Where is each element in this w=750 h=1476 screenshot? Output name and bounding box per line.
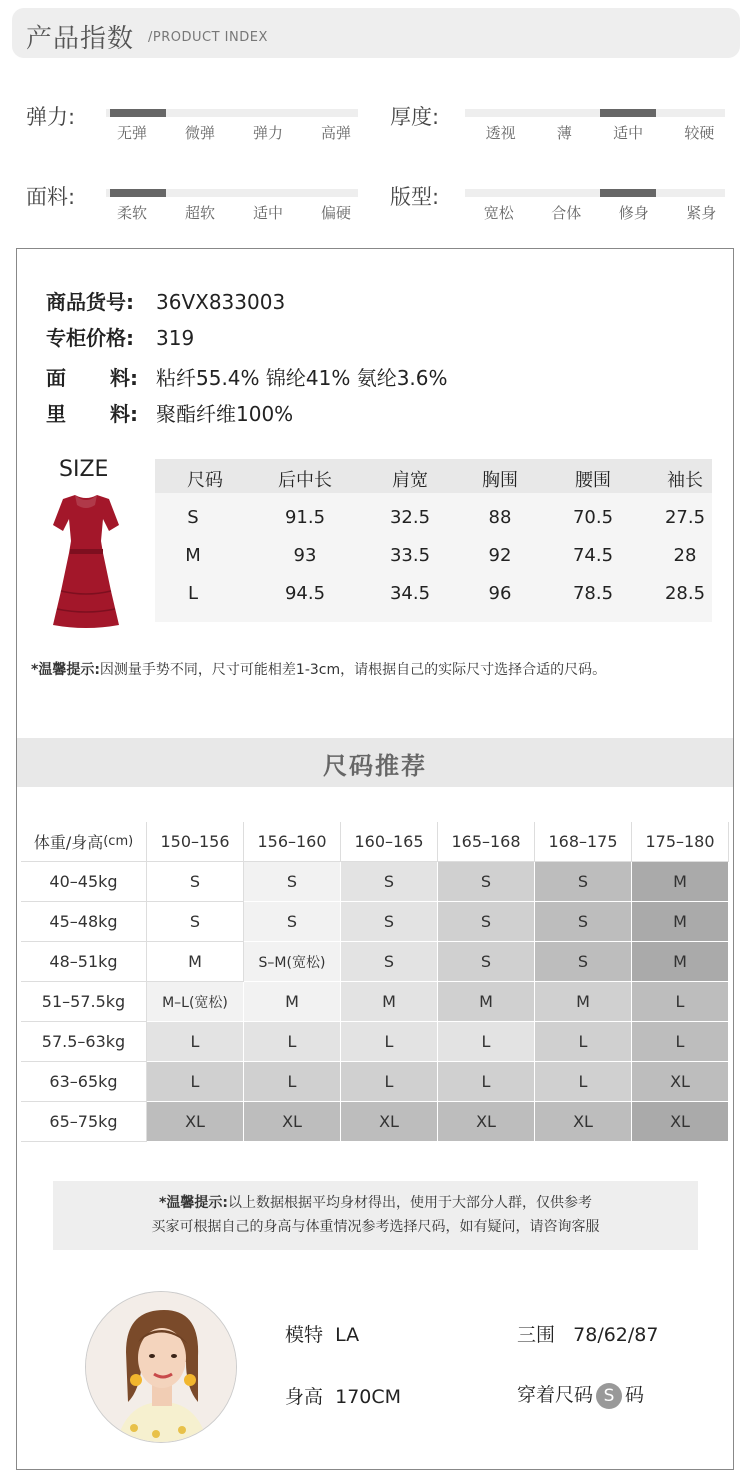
index-bar [465, 189, 725, 197]
size-label: SIZE [59, 457, 109, 482]
size-table-cell: 96 [488, 583, 512, 604]
size-table-cell: 93 [293, 545, 317, 566]
model-height [285, 1382, 401, 1409]
tip-line: 买家可根据自己的身高与体重情况参考选择尺码，如有疑问，请咨询客服 [151, 1219, 600, 1235]
section-header [12, 8, 740, 58]
info-label: 料: [110, 402, 138, 426]
size-table-cell: 88 [488, 507, 512, 528]
grid-size-cell: L [147, 1062, 244, 1102]
grid-size-cell: S [147, 902, 244, 942]
index-option: 适中 [613, 124, 644, 142]
grid-size-cell: L [632, 1022, 729, 1062]
index-marker [110, 109, 166, 117]
grid-size-cell: M [632, 942, 729, 982]
index-option: 宽松 [483, 204, 514, 222]
grid-size-cell: L [535, 1022, 632, 1062]
product-panel [16, 248, 734, 1470]
grid-weight-label: 63–65kg [21, 1062, 147, 1102]
grid-size-cell: S [341, 942, 438, 982]
index-option: 较硬 [684, 124, 715, 142]
info-label: 里 [46, 402, 66, 426]
size-table-header-cell: 后中长 [278, 470, 332, 491]
index-option: 柔软 [116, 204, 147, 222]
index-option: 透视 [485, 124, 516, 142]
model-measurements [517, 1320, 658, 1347]
grid-weight-label: 65–75kg [21, 1102, 147, 1142]
grid-height-header: 150–156 [147, 822, 244, 862]
index-option: 薄 [556, 124, 572, 142]
grid-size-cell: XL [632, 1102, 729, 1142]
grid-height-header: 156–160 [244, 822, 341, 862]
info-lining [46, 398, 293, 427]
index-marker [600, 189, 656, 197]
size-table-header-cell: 腰围 [575, 470, 611, 491]
index-label: 版型: [390, 185, 440, 209]
model-label: 穿着尺码 [517, 1384, 594, 1406]
index-elasticity [26, 101, 376, 149]
grid-size-cell: XL [438, 1102, 535, 1142]
info-label: 专柜价格: [46, 326, 134, 350]
size-table-cell: 34.5 [389, 583, 431, 604]
index-label: 面料: [26, 185, 76, 209]
grid-size-cell: S [244, 862, 341, 902]
grid-size-cell: L [438, 1022, 535, 1062]
grid-size-cell: M [147, 942, 244, 982]
recommend-tip [53, 1181, 698, 1250]
grid-size-cell: M [438, 982, 535, 1022]
size-table-cell: S [187, 507, 199, 528]
info-label: 料: [110, 366, 138, 390]
grid-size-cell: S [535, 902, 632, 942]
grid-size-cell: XL [147, 1102, 244, 1142]
size-table-cell: 78.5 [572, 583, 614, 604]
index-option: 适中 [252, 204, 283, 222]
grid-size-cell: M [535, 982, 632, 1022]
grid-corner-header [21, 822, 147, 862]
grid-weight-label: 51–57.5kg [21, 982, 147, 1022]
grid-corner-label: 体重/身高 [33, 833, 104, 852]
tip-prefix: *温馨提示: [31, 662, 100, 678]
grid-size-cell: S [244, 902, 341, 942]
grid-weight-label: 40–45kg [21, 862, 147, 902]
grid-size-cell: S [438, 902, 535, 942]
size-table-cell: M [185, 545, 201, 566]
index-option: 弹力 [252, 124, 283, 142]
grid-height-header: 165–168 [438, 822, 535, 862]
info-label: 面 [46, 366, 66, 390]
grid-size-cell: S [535, 942, 632, 982]
grid-size-cell: L [632, 982, 729, 1022]
grid-size-cell: S [341, 862, 438, 902]
size-table-cell: 92 [488, 545, 512, 566]
info-label: 商品货号: [46, 290, 134, 314]
size-table-cell: 94.5 [284, 583, 326, 604]
size-badge: S [596, 1383, 622, 1409]
index-option: 超软 [184, 204, 215, 222]
section-title: 产品指数 [26, 24, 135, 54]
grid-height-header: 160–165 [341, 822, 438, 862]
index-fabric [26, 181, 376, 229]
index-option: 紧身 [686, 204, 717, 222]
info-value: 36VX833003 [156, 290, 286, 314]
size-table-cell: 91.5 [284, 507, 326, 528]
size-table-cell: 28.5 [664, 583, 706, 604]
model-label: 码 [625, 1384, 645, 1406]
index-label: 弹力: [26, 105, 76, 129]
grid-corner-unit: (cm) [103, 834, 134, 849]
tip-line: 以上数据根据平均身材得出，使用于大部分人群，仅供参考 [227, 1195, 592, 1211]
size-table-cell: L [187, 583, 199, 604]
index-bar [106, 189, 358, 197]
index-option: 高弹 [320, 124, 351, 142]
grid-size-cell: S [535, 862, 632, 902]
model-value: LA [335, 1324, 360, 1346]
index-option: 合体 [551, 204, 582, 222]
size-table-header-cell: 尺码 [187, 470, 223, 491]
grid-size-cell: L [244, 1022, 341, 1062]
grid-height-header: 168–175 [535, 822, 632, 862]
size-table-header-cell: 袖长 [667, 470, 703, 491]
size-table-cell: 27.5 [664, 507, 706, 528]
measurement-tip [31, 659, 606, 679]
grid-size-cell: S [341, 902, 438, 942]
index-bar [106, 109, 358, 117]
grid-size-cell: L [244, 1062, 341, 1102]
model-label: 三围 [517, 1324, 556, 1346]
model-name [285, 1320, 359, 1347]
info-value: 聚酯纤维100% [156, 402, 294, 426]
grid-size-cell: XL [535, 1102, 632, 1142]
grid-weight-label: 48–51kg [21, 942, 147, 982]
size-table-cell: 32.5 [389, 507, 431, 528]
grid-size-cell: S [147, 862, 244, 902]
grid-size-cell: S [438, 862, 535, 902]
index-thickness [390, 101, 740, 149]
grid-size-cell: M [632, 862, 729, 902]
index-option: 修身 [618, 204, 649, 222]
section-subtitle: /PRODUCT INDEX [148, 30, 268, 45]
model-label: 模特 [285, 1324, 324, 1346]
model-value: 170CM [335, 1386, 402, 1408]
recommend-title: 尺码推荐 [323, 752, 427, 780]
grid-size-cell: M [341, 982, 438, 1022]
tip-prefix: *温馨提示: [159, 1195, 228, 1211]
index-fit [390, 181, 740, 229]
model-avatar [85, 1291, 237, 1443]
grid-size-cell: XL [244, 1102, 341, 1142]
index-label: 厚度: [390, 105, 440, 129]
grid-size-cell: L [341, 1022, 438, 1062]
size-table-header-cell: 胸围 [482, 470, 518, 491]
index-option: 偏硬 [320, 204, 351, 222]
grid-size-cell: S–M(宽松) [244, 942, 341, 982]
grid-size-cell: L [341, 1062, 438, 1102]
index-option: 微弹 [184, 124, 215, 142]
size-table-cell: 28 [673, 545, 697, 566]
size-table-cell: 70.5 [572, 507, 614, 528]
info-material [46, 362, 448, 391]
size-table-cell: 33.5 [389, 545, 431, 566]
recommend-banner [17, 738, 733, 787]
grid-size-cell: S [438, 942, 535, 982]
info-value: 319 [156, 326, 195, 350]
size-table-cell: 74.5 [572, 545, 614, 566]
size-table-header-cell: 肩宽 [392, 470, 428, 491]
grid-size-cell: L [438, 1062, 535, 1102]
grid-weight-label: 57.5–63kg [21, 1022, 147, 1062]
model-wear-size [517, 1380, 644, 1409]
grid-weight-label: 45–48kg [21, 902, 147, 942]
info-price [46, 322, 194, 351]
model-label: 身高 [285, 1386, 324, 1408]
grid-size-cell: XL [632, 1062, 729, 1102]
info-value: 粘纤55.4% 锦纶41% 氨纶3.6% [156, 366, 448, 390]
index-bar [465, 109, 725, 117]
grid-size-cell: XL [341, 1102, 438, 1142]
grid-size-cell: M [244, 982, 341, 1022]
grid-size-cell: M–L(宽松) [147, 982, 244, 1022]
info-sku [46, 286, 285, 315]
grid-size-cell: M [632, 902, 729, 942]
model-value: 78/62/87 [573, 1324, 659, 1346]
tip-text: 因测量手势不同，尺寸可能相差1-3cm，请根据自己的实际尺寸选择合适的尺码。 [99, 662, 607, 678]
grid-size-cell: L [535, 1062, 632, 1102]
grid-height-header: 175–180 [632, 822, 729, 862]
grid-size-cell: L [147, 1022, 244, 1062]
index-marker [600, 109, 656, 117]
index-marker [110, 189, 166, 197]
index-option: 无弹 [116, 124, 147, 142]
dress-image [51, 491, 121, 629]
